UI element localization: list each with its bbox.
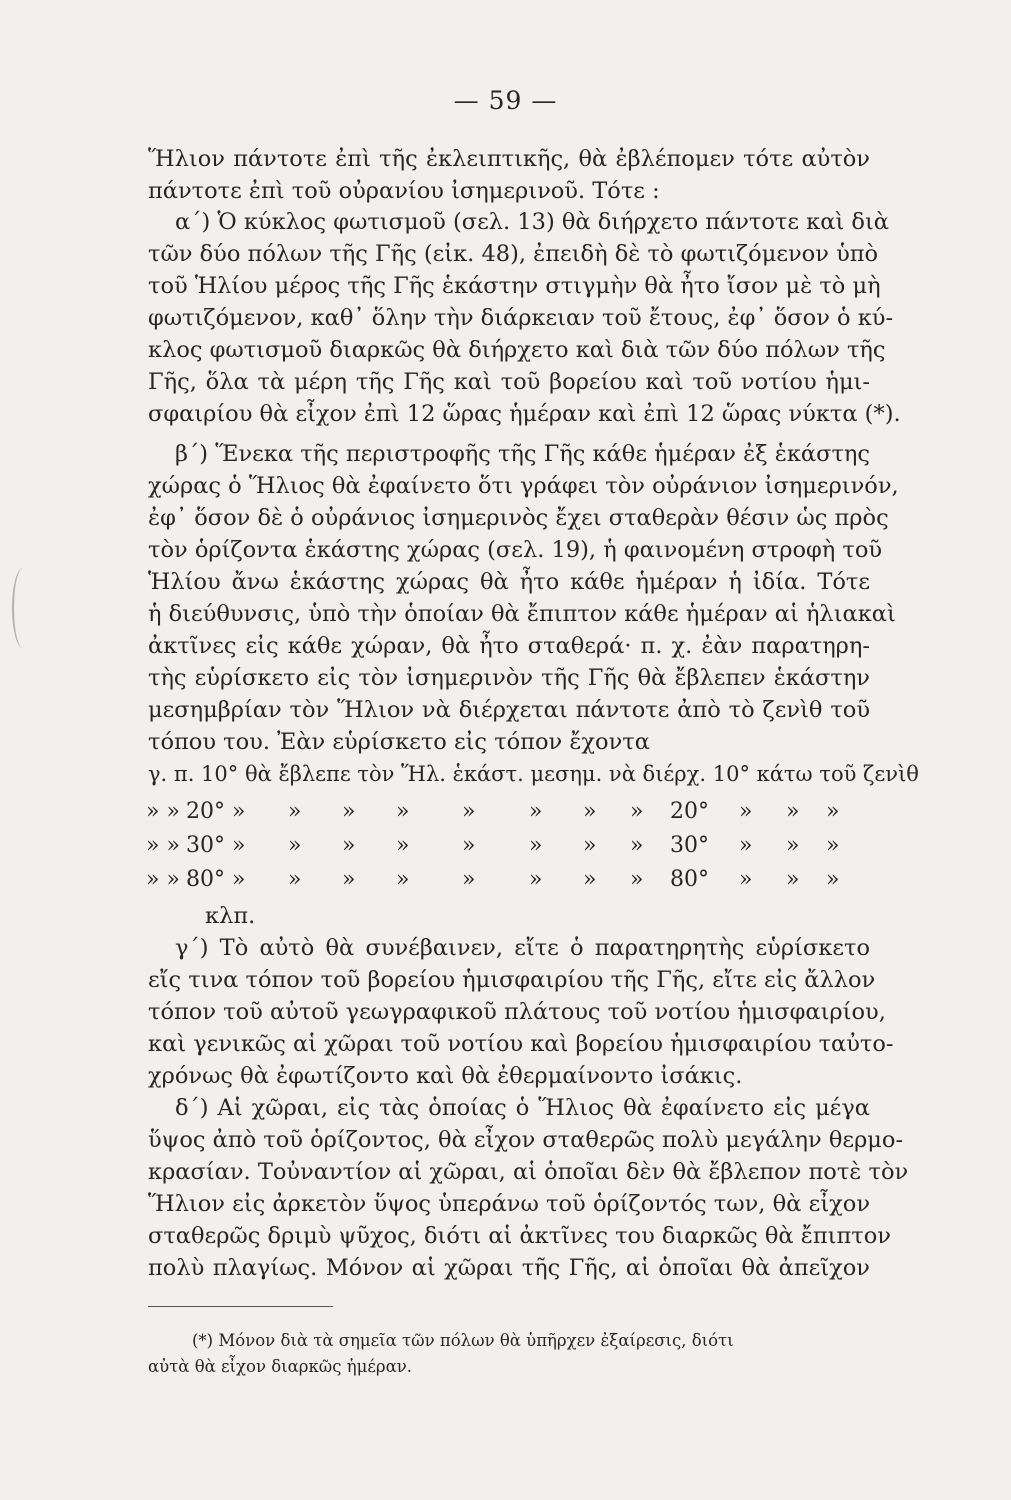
table-cell: » — [529, 833, 543, 858]
table-cell: 80° — [186, 867, 225, 892]
table-cell: » — [826, 867, 840, 892]
table-cell: » — [396, 867, 410, 892]
table-cell: » — [529, 867, 543, 892]
text-line: τοῦ Ἡλίου μέρος τῆς Γῆς ἑκάστην στιγμὴν θὰ ἦτο ἴσον μὲ τὸ μὴ — [148, 273, 881, 299]
footnote-divider — [148, 1306, 333, 1307]
text-line: πάντοτε ἐπὶ τοῦ οὐρανίου ἰσημερινοῦ. Τότε : — [148, 178, 660, 204]
paragraph-beta-start: β΄) Ἕνεκα τῆς περιστροφῆς τῆς Γῆς κάθε ἡμέραν ἐξ ἑκάστης — [175, 441, 870, 467]
table-cell: » — [583, 867, 597, 892]
table-cell: 20° — [670, 799, 709, 824]
table-cell: » — [739, 799, 753, 824]
table-cell: » — [786, 833, 800, 858]
table-cell: » » — [146, 799, 180, 824]
text-line: ὕψος ἀπὸ τοῦ ὁρίζοντος, θὰ εἶχον σταθερῶς πολὺ μεγάλην θερμο- — [148, 1127, 904, 1153]
footnote-line: (*) Μόνον διὰ τὰ σημεῖα τῶν πόλων θὰ ὑπῆρχεν ἐξαίρεσις, διότι — [192, 1331, 734, 1350]
scan-margin-mark — [12, 568, 34, 648]
table-cell: » — [462, 799, 476, 824]
text-line: Γῆς, ὅλα τὰ μέρη τῆς Γῆς καὶ τοῦ βορείου καὶ τοῦ νοτίου ἡμι- — [148, 369, 870, 395]
text-line: ἐφ᾽ ὅσον δὲ ὁ οὐράνιος ἰσημερινὸς ἔχει σταθερὰν θέσιν ὡς πρὸς — [148, 505, 889, 531]
paragraph-alpha-start: α΄) Ὁ κύκλος φωτισμοῦ (σελ. 13) θὰ διήρχετο πάντοτε καὶ διὰ — [175, 209, 889, 235]
text-line: τὸν ὁρίζοντα ἑκάστης χώρας (σελ. 19), ἡ φαινομένη στροφὴ τοῦ — [148, 537, 883, 563]
table-cell: 30° — [186, 833, 225, 858]
text-line: μεσημβρίαν τὸν Ἥλιον νὰ διέρχεται πάντοτε ἀπὸ τὸ ζενὶθ τοῦ — [148, 697, 870, 723]
table-cell: » — [342, 799, 356, 824]
etc-label: κλπ. — [205, 903, 256, 929]
table-cell: » — [583, 799, 597, 824]
text-line: ἡ διεύθυνσις, ὑπὸ τὴν ὁποίαν θὰ ἔπιπτον κάθε ἡμέραν αἱ ἡλιακαὶ — [148, 601, 896, 627]
table-header-line: γ. π. 10° θὰ ἔβλεπε τὸν Ἥλ. ἑκάστ. μεσημ. νὰ διέρχ. 10° κάτω τοῦ ζενὶθ — [148, 762, 919, 786]
text-line: κλος φωτισμοῦ διαρκῶς θὰ διήρχετο καὶ διὰ τῶν δύο πόλων τῆς — [148, 337, 886, 363]
page-number: — 59 — — [453, 86, 558, 115]
table-cell: » — [529, 799, 543, 824]
text-line: πολὺ πλαγίως. Μόνον αἱ χῶραι τῆς Γῆς, αἱ ὁποῖαι θὰ ἀπεῖχον — [148, 1255, 870, 1281]
table-cell: » — [826, 833, 840, 858]
table-cell: 30° — [670, 833, 709, 858]
table-cell: » — [288, 833, 302, 858]
text-line: τόπου του. Ἐὰν εὑρίσκετο εἰς τόπον ἔχοντα — [148, 729, 650, 755]
table-cell: » — [288, 799, 302, 824]
table-cell: » — [342, 833, 356, 858]
table-cell: » » — [146, 867, 180, 892]
table-cell: » — [462, 833, 476, 858]
table-cell: » — [630, 799, 644, 824]
table-cell: 20° — [186, 799, 225, 824]
table-cell: » — [786, 799, 800, 824]
text-line: εἴς τινα τόπον τοῦ βορείου ἡμισφαιρίου τῆς Γῆς, εἴτε εἰς ἄλλον — [148, 967, 876, 993]
table-cell: » — [232, 867, 246, 892]
table-cell: » — [396, 799, 410, 824]
text-line: σφαιρίου θὰ εἶχον ἐπὶ 12 ὥρας ἡμέραν καὶ ἐπὶ 12 ὥρας νύκτα (*). — [148, 401, 901, 427]
text-line: ἀκτῖνες εἰς κάθε χώραν, θὰ ἦτο σταθερά· π. χ. ἐὰν παρατηρη- — [148, 633, 870, 659]
paragraph-gamma-start: γ΄) Τὸ αὐτὸ θὰ συνέβαινεν, εἴτε ὁ παρατηρητὴς εὑρίσκετο — [175, 935, 870, 961]
table-cell: » » — [146, 833, 180, 858]
table-cell: » — [786, 867, 800, 892]
table-cell: » — [583, 833, 597, 858]
table-cell: » — [630, 833, 644, 858]
text-line: Ἥλιον πάντοτε ἐπὶ τῆς ἐκλειπτικῆς, θὰ ἐβλέπομεν τότε αὐτὸν — [148, 146, 870, 172]
table-cell: 80° — [670, 867, 709, 892]
text-line: χώρας ὁ Ἥλιος θὰ ἐφαίνετο ὅτι γράφει τὸν οὐράνιον ἰσημερινόν, — [148, 473, 899, 499]
text-line: χρόνως θὰ ἐφωτίζοντο καὶ θὰ ἐθερμαίνοντο ἰσάκις. — [148, 1063, 743, 1089]
text-line: κρασίαν. Τοὐναντίον αἱ χῶραι, αἱ ὁποῖαι δὲν θὰ ἔβλεπον ποτὲ τὸν — [148, 1159, 909, 1185]
text-line: φωτιζόμενον, καθ᾽ ὅλην τὴν διάρκειαν τοῦ ἔτους, ἐφ᾽ ὅσον ὁ κύ- — [148, 305, 894, 331]
footnote-line: αὐτὰ θὰ εἶχον διαρκῶς ἡμέραν. — [148, 1357, 413, 1376]
table-cell: » — [232, 799, 246, 824]
text-line: τὴς εὑρίσκετο εἰς τὸν ἰσημερινὸν τῆς Γῆς θὰ ἔβλεπεν ἑκάστην — [148, 665, 870, 691]
table-cell: » — [396, 833, 410, 858]
table-cell: » — [739, 833, 753, 858]
text-line: Ἡλίου ἄνω ἑκάστης χώρας θὰ ἦτο κάθε ἡμέραν ἡ ἰδία. Τότε — [148, 569, 870, 595]
table-cell: » — [826, 799, 840, 824]
paragraph-delta-start: δ΄) Αἱ χῶραι, εἰς τὰς ὁποίας ὁ Ἥλιος θὰ ἐφαίνετο εἰς μέγα — [175, 1095, 870, 1121]
table-cell: » — [288, 867, 302, 892]
table-cell: » — [342, 867, 356, 892]
table-cell: » — [462, 867, 476, 892]
text-line: τῶν δύο πόλων τῆς Γῆς (εἰκ. 48), ἐπειδὴ δὲ τὸ φωτιζόμενον ὑπὸ — [148, 241, 879, 267]
text-line: σταθερῶς δριμὺ ψῦχος, διότι αἱ ἀκτῖνες του διαρκῶς θὰ ἔπιπτον — [148, 1223, 891, 1249]
table-cell: » — [630, 867, 644, 892]
text-line: Ἥλιον εἰς ἀρκετὸν ὕψος ὑπεράνω τοῦ ὁρίζοντός των, θὰ εἶχον — [148, 1191, 870, 1217]
table-cell: » — [232, 833, 246, 858]
text-line: τόπον τοῦ αὐτοῦ γεωγραφικοῦ πλάτους τοῦ νοτίου ἡμισφαιρίου, — [148, 999, 886, 1025]
text-line: καὶ γενικῶς αἱ χῶραι τοῦ νοτίου καὶ βορείου ἡμισφαιρίου ταὐτο- — [148, 1031, 894, 1057]
table-cell: » — [739, 867, 753, 892]
